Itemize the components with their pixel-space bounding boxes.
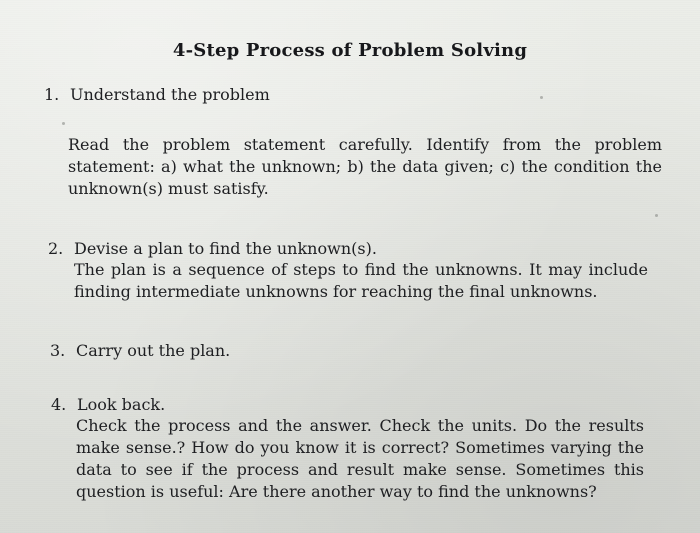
step-4-heading <box>51 394 165 416</box>
step-4-body: Check the process and the answer. Check the units. Do the results make sense.? How do you know it is correct? Sometimes varying the data to see if the process and result make sense. Sometimes this question is useful: Are there another way to find the unknowns? <box>76 416 644 501</box>
step-3-number: 3. <box>50 341 66 360</box>
step-2-number: 2. <box>48 239 64 258</box>
step-1-heading <box>44 84 270 106</box>
paper-speck <box>540 96 543 99</box>
paper-speck <box>655 214 658 217</box>
step-1-body: Read the problem statement carefully. Identify from the problem statement: a) what the unknown; b) the data given; c) the condition the unknown(s) must satisfy. <box>68 135 662 198</box>
paper-speck <box>62 122 65 125</box>
step-3-heading-text: Carry out the plan. <box>76 341 231 360</box>
step-4-number: 4. <box>51 395 67 414</box>
step-3-heading <box>50 340 230 362</box>
step-2-heading-text: Devise a plan to find the unknown(s). <box>74 239 377 258</box>
step-1-number: 1. <box>44 85 60 104</box>
step-2-heading <box>48 238 377 260</box>
step-1-heading-text: Understand the problem <box>70 85 270 104</box>
step-2-body: The plan is a sequence of steps to find the unknowns. It may include finding intermediate unknowns for reaching the final unknowns. <box>74 260 648 301</box>
document-title: 4-Step Process of Problem Solving <box>172 40 528 61</box>
step-4-heading-text: Look back. <box>77 395 166 414</box>
